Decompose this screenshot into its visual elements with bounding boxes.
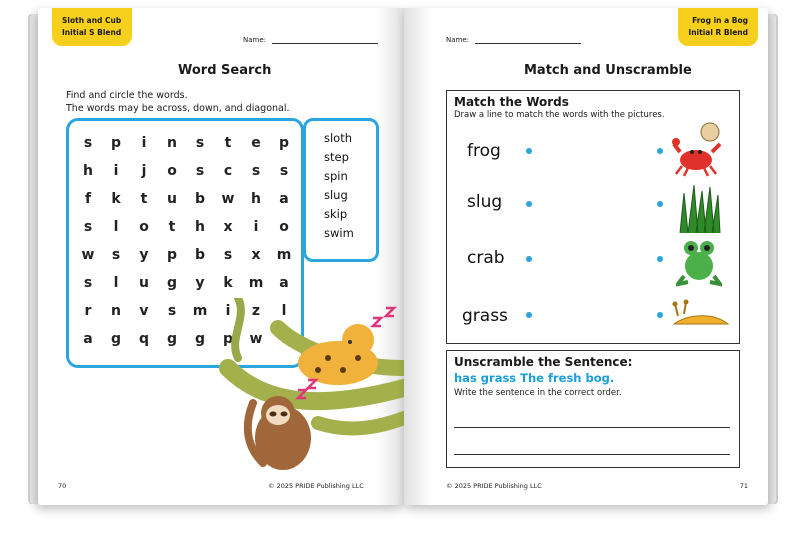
match-dot-right[interactable]: [657, 201, 663, 207]
copyright: © 2025 PRIDE Publishing LLC: [446, 482, 542, 490]
word-bank-item: slug: [324, 188, 348, 202]
name-label: Name:: [243, 36, 267, 44]
grid-letter[interactable]: m: [192, 303, 208, 319]
page-number: 70: [58, 482, 67, 490]
grid-letter[interactable]: s: [279, 163, 289, 179]
grid-letter[interactable]: t: [224, 135, 232, 151]
grid-letter[interactable]: n: [167, 135, 177, 151]
grid-letter[interactable]: y: [139, 247, 149, 263]
slug-picture: [668, 298, 740, 334]
grid-letter[interactable]: p: [166, 247, 178, 263]
grid-letter[interactable]: u: [139, 275, 149, 291]
grid-letter[interactable]: t: [168, 219, 176, 235]
gutter-shadow: [404, 8, 432, 505]
grid-letter[interactable]: k: [223, 275, 233, 291]
name-field[interactable]: [243, 36, 378, 44]
instruction-line: Find and circle the words.: [66, 90, 188, 101]
grid-letter[interactable]: s: [83, 275, 93, 291]
tag-line: Sloth and Cub: [62, 16, 122, 25]
grid-letter[interactable]: i: [253, 219, 259, 235]
page-number: 71: [739, 482, 748, 490]
match-title: Match the Words: [454, 95, 569, 109]
word-bank-item: swim: [324, 226, 354, 240]
match-dot-right[interactable]: [657, 312, 663, 318]
instruction-line: The words may be across, down, and diagonal.: [66, 103, 290, 114]
grid-letter[interactable]: t: [140, 191, 148, 207]
grid-letter[interactable]: r: [84, 303, 92, 319]
match-word: frog: [467, 141, 501, 161]
grid-letter[interactable]: l: [113, 275, 119, 291]
grid-letter[interactable]: z: [251, 303, 261, 319]
grid-letter[interactable]: a: [279, 275, 289, 291]
right-topic-tag: [678, 8, 758, 46]
grid-letter[interactable]: o: [139, 219, 149, 235]
grid-letter[interactable]: w: [249, 331, 263, 347]
grid-letter[interactable]: o: [167, 163, 177, 179]
word-bank-item: step: [324, 150, 349, 164]
grid-letter[interactable]: p: [222, 331, 234, 347]
grid-letter[interactable]: g: [166, 331, 178, 347]
name-line[interactable]: [272, 36, 378, 44]
grid-letter[interactable]: p: [110, 135, 122, 151]
grid-letter[interactable]: l: [281, 303, 287, 319]
grid-letter[interactable]: f: [84, 191, 92, 207]
left-page: [38, 8, 404, 505]
grid-letter[interactable]: h: [195, 219, 205, 235]
word-bank-item: skip: [324, 207, 348, 221]
grid-letter[interactable]: s: [195, 163, 205, 179]
match-dot-left[interactable]: [526, 201, 532, 207]
instructions: [66, 89, 290, 115]
grid-letter[interactable]: g: [166, 275, 178, 291]
unscramble-instruction: Write the sentence in the correct order.: [454, 388, 622, 398]
grid-letter[interactable]: i: [141, 135, 147, 151]
grid-letter[interactable]: w: [81, 247, 95, 263]
match-dot-left[interactable]: [526, 312, 532, 318]
grid-letter[interactable]: b: [194, 247, 206, 263]
frog-picture: [676, 236, 722, 288]
grid-letter[interactable]: s: [167, 303, 177, 319]
match-dot-right[interactable]: [657, 148, 663, 154]
page-title: Match and Unscramble: [524, 63, 692, 78]
grid-letter[interactable]: x: [251, 247, 261, 263]
match-subtitle: Draw a line to match the words with the pictures.: [454, 110, 665, 120]
match-word: grass: [462, 306, 508, 326]
grid-letter[interactable]: a: [279, 191, 289, 207]
grid-letter[interactable]: g: [194, 331, 206, 347]
grid-letter[interactable]: e: [251, 135, 261, 151]
grid-letter[interactable]: x: [223, 219, 233, 235]
grid-letter[interactable]: o: [279, 219, 289, 235]
grid-letter[interactable]: s: [83, 219, 93, 235]
grid-letter[interactable]: h: [83, 163, 93, 179]
grid-letter[interactable]: q: [138, 331, 150, 347]
crab-picture: [672, 120, 724, 180]
word-bank: [303, 118, 379, 262]
answer-line[interactable]: [454, 454, 730, 455]
match-dot-right[interactable]: [657, 256, 663, 262]
grid-letter[interactable]: k: [111, 191, 121, 207]
grid-letter[interactable]: m: [248, 275, 264, 291]
grid-letter[interactable]: i: [113, 163, 119, 179]
grid-letter[interactable]: w: [221, 191, 235, 207]
grid-letter[interactable]: g: [110, 331, 122, 347]
grid-letter[interactable]: s: [83, 135, 93, 151]
grid-letter[interactable]: h: [251, 191, 261, 207]
scrambled-sentence: has grass The fresh bog.: [454, 371, 615, 385]
tag-line: Initial R Blend: [688, 28, 748, 37]
word-bank-item: spin: [324, 169, 348, 183]
grid-letter[interactable]: j: [141, 163, 147, 179]
grid-letter[interactable]: b: [194, 191, 206, 207]
match-dot-left[interactable]: [526, 256, 532, 262]
match-dot-left[interactable]: [526, 148, 532, 154]
name-field[interactable]: [446, 36, 581, 44]
grid-letter[interactable]: t: [280, 331, 288, 347]
grid-letter[interactable]: s: [251, 163, 261, 179]
tag-line: Frog in a Bog: [692, 16, 748, 25]
unscramble-title: Unscramble the Sentence:: [454, 355, 633, 369]
grid-letter[interactable]: y: [195, 275, 205, 291]
grid-letter[interactable]: c: [223, 163, 233, 179]
grid-letter[interactable]: m: [276, 247, 292, 263]
grid-letter[interactable]: s: [111, 247, 121, 263]
grid-letter[interactable]: p: [278, 135, 290, 151]
right-page: [404, 8, 768, 505]
grid-letter[interactable]: i: [225, 303, 231, 319]
answer-line[interactable]: [454, 427, 730, 428]
grid-letter[interactable]: u: [167, 191, 177, 207]
tag-line: Initial S Blend: [62, 28, 122, 37]
name-line[interactable]: [475, 36, 581, 44]
grid-letter[interactable]: l: [113, 219, 119, 235]
match-word: crab: [467, 248, 505, 268]
grid-letter[interactable]: s: [195, 135, 205, 151]
sloth-and-cub-illustration: [208, 298, 404, 478]
page-title: Word Search: [178, 63, 272, 78]
grid-letter[interactable]: a: [83, 331, 93, 347]
word-bank-item: sloth: [324, 131, 353, 145]
open-book: [38, 8, 768, 505]
copyright: © 2025 PRIDE Publishing LLC: [268, 482, 364, 490]
match-word: slug: [467, 192, 503, 212]
name-label: Name:: [446, 36, 470, 44]
grid-letter[interactable]: v: [139, 303, 149, 319]
left-topic-tag: [52, 8, 132, 46]
grid-letter[interactable]: s: [223, 247, 233, 263]
grass-picture: [676, 183, 722, 233]
grid-letter[interactable]: n: [111, 303, 121, 319]
